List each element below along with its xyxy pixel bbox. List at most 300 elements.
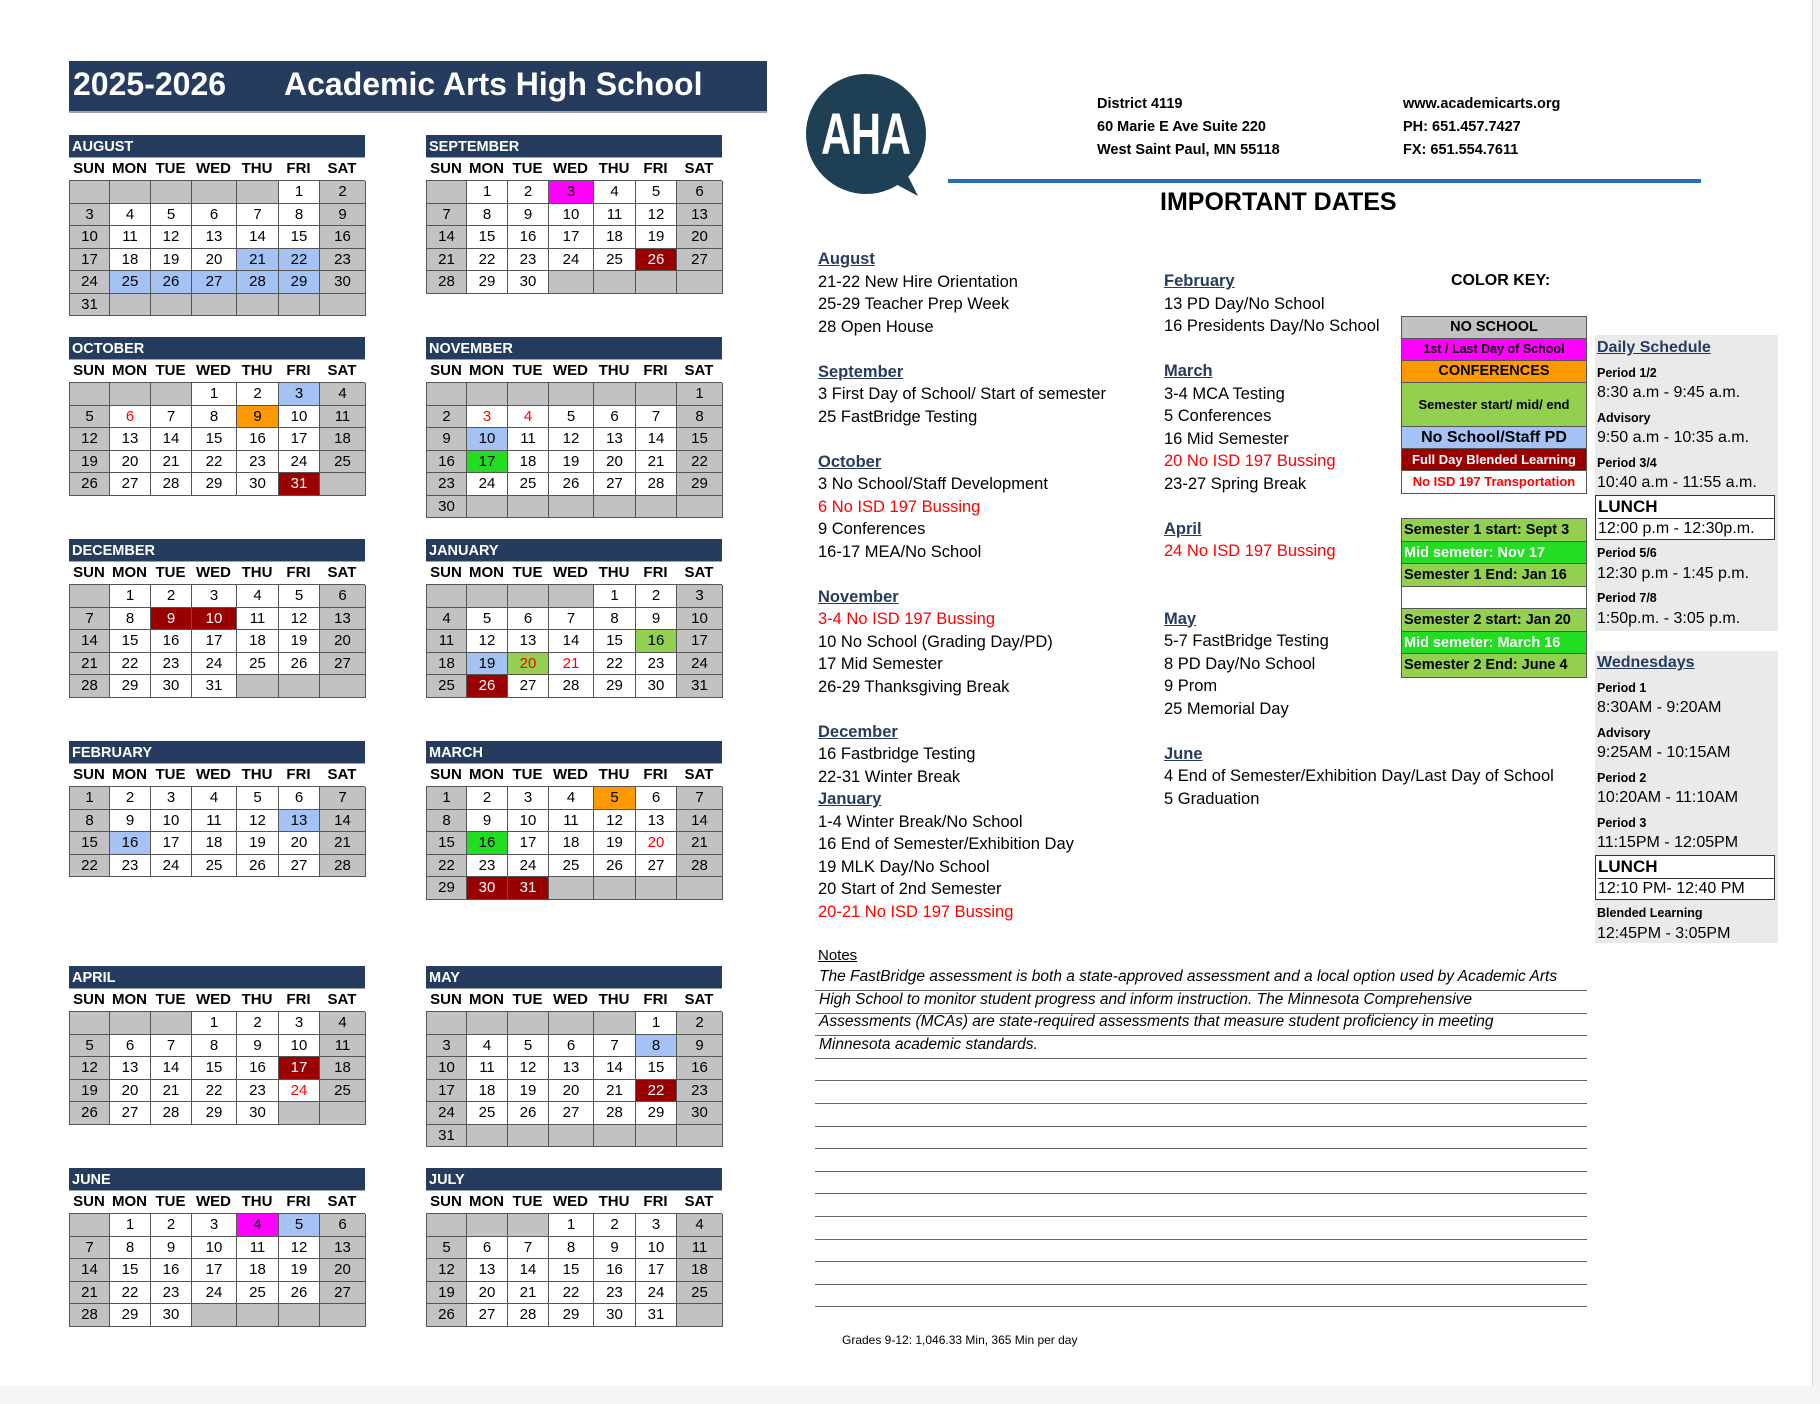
day-cell[interactable]: 6: [508, 608, 549, 631]
day-cell[interactable]: 23: [594, 1282, 636, 1305]
day-cell[interactable]: 23: [237, 451, 279, 474]
day-cell[interactable]: 9: [237, 406, 279, 429]
day-cell[interactable]: 31: [192, 675, 237, 698]
day-cell[interactable]: 29: [594, 675, 636, 698]
day-cell[interactable]: 26: [151, 271, 192, 294]
day-cell[interactable]: 16: [677, 1057, 723, 1080]
day-cell[interactable]: 21: [636, 451, 677, 474]
day-cell[interactable]: 27: [110, 1102, 151, 1125]
day-cell[interactable]: 30: [594, 1304, 636, 1327]
day-cell[interactable]: 26: [427, 1304, 467, 1327]
day-cell[interactable]: 14: [70, 630, 110, 653]
day-cell[interactable]: 28: [70, 675, 110, 698]
day-cell[interactable]: 14: [427, 226, 467, 249]
day-cell[interactable]: 17: [427, 1080, 467, 1103]
day-cell[interactable]: 28: [320, 855, 366, 878]
day-cell[interactable]: 17: [192, 630, 237, 653]
day-cell[interactable]: 26: [70, 1102, 110, 1125]
day-cell[interactable]: 11: [110, 226, 151, 249]
day-cell[interactable]: 11: [192, 810, 237, 833]
day-cell[interactable]: 19: [279, 1259, 320, 1282]
day-cell[interactable]: 19: [70, 1080, 110, 1103]
day-cell[interactable]: 5: [151, 204, 192, 227]
day-cell[interactable]: 13: [508, 630, 549, 653]
day-cell[interactable]: 5: [427, 1237, 467, 1260]
day-cell[interactable]: 11: [677, 1237, 723, 1260]
day-cell[interactable]: 4: [549, 787, 594, 810]
day-cell[interactable]: 6: [549, 1035, 594, 1058]
day-cell[interactable]: 28: [594, 1102, 636, 1125]
day-cell[interactable]: 12: [151, 226, 192, 249]
day-cell[interactable]: 17: [279, 1057, 320, 1080]
day-cell[interactable]: 3: [636, 1214, 677, 1237]
day-cell[interactable]: 16: [151, 630, 192, 653]
day-cell[interactable]: 5: [279, 1214, 320, 1237]
day-cell[interactable]: 29: [279, 271, 320, 294]
day-cell[interactable]: 3: [279, 383, 320, 406]
day-cell[interactable]: 18: [467, 1080, 508, 1103]
day-cell[interactable]: 2: [151, 585, 192, 608]
day-cell[interactable]: 29: [467, 271, 508, 294]
day-cell[interactable]: 5: [467, 608, 508, 631]
day-cell[interactable]: 24: [677, 653, 723, 676]
day-cell[interactable]: 14: [151, 428, 192, 451]
day-cell[interactable]: 24: [508, 855, 549, 878]
day-cell[interactable]: 16: [467, 832, 508, 855]
day-cell[interactable]: 24: [427, 1102, 467, 1125]
day-cell[interactable]: 23: [237, 1080, 279, 1103]
day-cell[interactable]: 9: [636, 608, 677, 631]
day-cell[interactable]: 10: [467, 428, 508, 451]
day-cell[interactable]: 5: [70, 1035, 110, 1058]
day-cell[interactable]: 8: [110, 1237, 151, 1260]
day-cell[interactable]: 16: [237, 1057, 279, 1080]
day-cell[interactable]: 12: [279, 608, 320, 631]
day-cell[interactable]: 1: [549, 1214, 594, 1237]
day-cell[interactable]: 25: [320, 451, 366, 474]
day-cell[interactable]: 29: [677, 473, 723, 496]
day-cell[interactable]: 12: [427, 1259, 467, 1282]
day-cell[interactable]: 27: [508, 675, 549, 698]
day-cell[interactable]: 15: [279, 226, 320, 249]
day-cell[interactable]: 10: [70, 226, 110, 249]
day-cell[interactable]: 16: [237, 428, 279, 451]
day-cell[interactable]: 17: [192, 1259, 237, 1282]
day-cell[interactable]: 20: [192, 249, 237, 272]
day-cell[interactable]: 1: [279, 181, 320, 204]
day-cell[interactable]: 8: [549, 1237, 594, 1260]
day-cell[interactable]: 8: [427, 810, 467, 833]
day-cell[interactable]: 15: [192, 1057, 237, 1080]
day-cell[interactable]: 18: [237, 1259, 279, 1282]
day-cell[interactable]: 12: [594, 810, 636, 833]
day-cell[interactable]: 23: [677, 1080, 723, 1103]
day-cell[interactable]: 28: [636, 473, 677, 496]
day-cell[interactable]: 2: [320, 181, 366, 204]
day-cell[interactable]: 12: [508, 1057, 549, 1080]
day-cell[interactable]: 2: [151, 1214, 192, 1237]
day-cell[interactable]: 30: [237, 1102, 279, 1125]
day-cell[interactable]: 22: [192, 451, 237, 474]
day-cell[interactable]: 1: [110, 1214, 151, 1237]
day-cell[interactable]: 6: [192, 204, 237, 227]
day-cell[interactable]: 9: [508, 204, 549, 227]
day-cell[interactable]: 9: [320, 204, 366, 227]
day-cell[interactable]: 4: [594, 181, 636, 204]
day-cell[interactable]: 30: [151, 1304, 192, 1327]
day-cell[interactable]: 10: [279, 1035, 320, 1058]
day-cell[interactable]: 27: [110, 473, 151, 496]
day-cell[interactable]: 10: [636, 1237, 677, 1260]
day-cell[interactable]: 27: [636, 855, 677, 878]
day-cell[interactable]: 22: [279, 249, 320, 272]
day-cell[interactable]: 30: [467, 877, 508, 900]
day-cell[interactable]: 12: [70, 1057, 110, 1080]
day-cell[interactable]: 2: [110, 787, 151, 810]
day-cell[interactable]: 25: [110, 271, 151, 294]
day-cell[interactable]: 21: [237, 249, 279, 272]
day-cell[interactable]: 13: [636, 810, 677, 833]
day-cell[interactable]: 20: [110, 451, 151, 474]
day-cell[interactable]: 20: [279, 832, 320, 855]
day-cell[interactable]: 22: [677, 451, 723, 474]
day-cell[interactable]: 23: [320, 249, 366, 272]
day-cell[interactable]: 4: [192, 787, 237, 810]
day-cell[interactable]: 25: [192, 855, 237, 878]
day-cell[interactable]: 11: [467, 1057, 508, 1080]
day-cell[interactable]: 25: [677, 1282, 723, 1305]
day-cell[interactable]: 2: [508, 181, 549, 204]
day-cell[interactable]: 27: [594, 473, 636, 496]
day-cell[interactable]: 27: [467, 1304, 508, 1327]
day-cell[interactable]: 2: [594, 1214, 636, 1237]
day-cell[interactable]: 5: [279, 585, 320, 608]
day-cell[interactable]: 1: [192, 383, 237, 406]
day-cell[interactable]: 10: [677, 608, 723, 631]
day-cell[interactable]: 16: [151, 1259, 192, 1282]
day-cell[interactable]: 7: [151, 406, 192, 429]
day-cell[interactable]: 15: [549, 1259, 594, 1282]
day-cell[interactable]: 15: [427, 832, 467, 855]
day-cell[interactable]: 30: [636, 675, 677, 698]
day-cell[interactable]: 16: [110, 832, 151, 855]
day-cell[interactable]: 15: [192, 428, 237, 451]
day-cell[interactable]: 19: [237, 832, 279, 855]
day-cell[interactable]: 14: [677, 810, 723, 833]
day-cell[interactable]: 1: [594, 585, 636, 608]
day-cell[interactable]: 13: [279, 810, 320, 833]
day-cell[interactable]: 15: [110, 1259, 151, 1282]
day-cell[interactable]: 31: [636, 1304, 677, 1327]
day-cell[interactable]: 8: [110, 608, 151, 631]
day-cell[interactable]: 4: [320, 1012, 366, 1035]
day-cell[interactable]: 24: [192, 1282, 237, 1305]
day-cell[interactable]: 24: [467, 473, 508, 496]
day-cell[interactable]: 19: [636, 226, 677, 249]
day-cell[interactable]: 23: [151, 1282, 192, 1305]
day-cell[interactable]: 5: [70, 406, 110, 429]
day-cell[interactable]: 13: [677, 204, 723, 227]
day-cell[interactable]: 20: [467, 1282, 508, 1305]
day-cell[interactable]: 14: [151, 1057, 192, 1080]
day-cell[interactable]: 26: [549, 473, 594, 496]
day-cell[interactable]: 13: [110, 1057, 151, 1080]
day-cell[interactable]: 23: [110, 855, 151, 878]
day-cell[interactable]: 2: [427, 406, 467, 429]
day-cell[interactable]: 4: [110, 204, 151, 227]
day-cell[interactable]: 11: [549, 810, 594, 833]
day-cell[interactable]: 1: [70, 787, 110, 810]
day-cell[interactable]: 21: [594, 1080, 636, 1103]
day-cell[interactable]: 9: [594, 1237, 636, 1260]
day-cell[interactable]: 24: [636, 1282, 677, 1305]
day-cell[interactable]: 30: [427, 496, 467, 519]
day-cell[interactable]: 8: [636, 1035, 677, 1058]
day-cell[interactable]: 7: [70, 1237, 110, 1260]
day-cell[interactable]: 30: [677, 1102, 723, 1125]
day-cell[interactable]: 6: [594, 406, 636, 429]
day-cell[interactable]: 6: [110, 1035, 151, 1058]
day-cell[interactable]: 24: [70, 271, 110, 294]
day-cell[interactable]: 7: [508, 1237, 549, 1260]
day-cell[interactable]: 7: [636, 406, 677, 429]
day-cell[interactable]: 11: [427, 630, 467, 653]
day-cell[interactable]: 31: [70, 294, 110, 317]
day-cell[interactable]: 13: [110, 428, 151, 451]
day-cell[interactable]: 18: [320, 428, 366, 451]
day-cell[interactable]: 4: [320, 383, 366, 406]
day-cell[interactable]: 25: [320, 1080, 366, 1103]
day-cell[interactable]: 28: [237, 271, 279, 294]
day-cell[interactable]: 27: [677, 249, 723, 272]
day-cell[interactable]: 14: [549, 630, 594, 653]
day-cell[interactable]: 10: [192, 608, 237, 631]
day-cell[interactable]: 3: [70, 204, 110, 227]
day-cell[interactable]: 16: [320, 226, 366, 249]
day-cell[interactable]: 3: [508, 787, 549, 810]
day-cell[interactable]: 30: [320, 271, 366, 294]
day-cell[interactable]: 11: [508, 428, 549, 451]
day-cell[interactable]: 3: [677, 585, 723, 608]
day-cell[interactable]: 18: [549, 832, 594, 855]
day-cell[interactable]: 31: [427, 1125, 467, 1148]
day-cell[interactable]: 17: [70, 249, 110, 272]
day-cell[interactable]: 15: [467, 226, 508, 249]
day-cell[interactable]: 21: [508, 1282, 549, 1305]
day-cell[interactable]: 22: [110, 653, 151, 676]
day-cell[interactable]: 22: [467, 249, 508, 272]
day-cell[interactable]: 20: [508, 653, 549, 676]
day-cell[interactable]: 9: [151, 1237, 192, 1260]
day-cell[interactable]: 28: [151, 1102, 192, 1125]
day-cell[interactable]: 13: [192, 226, 237, 249]
day-cell[interactable]: 29: [110, 675, 151, 698]
day-cell[interactable]: 26: [279, 1282, 320, 1305]
day-cell[interactable]: 1: [677, 383, 723, 406]
day-cell[interactable]: 25: [237, 653, 279, 676]
day-cell[interactable]: 28: [677, 855, 723, 878]
day-cell[interactable]: 7: [70, 608, 110, 631]
day-cell[interactable]: 26: [636, 249, 677, 272]
day-cell[interactable]: 22: [110, 1282, 151, 1305]
day-cell[interactable]: 8: [70, 810, 110, 833]
day-cell[interactable]: 25: [467, 1102, 508, 1125]
day-cell[interactable]: 3: [427, 1035, 467, 1058]
day-cell[interactable]: 4: [237, 585, 279, 608]
day-cell[interactable]: 5: [549, 406, 594, 429]
day-cell[interactable]: 6: [636, 787, 677, 810]
day-cell[interactable]: 6: [320, 1214, 366, 1237]
day-cell[interactable]: 9: [110, 810, 151, 833]
day-cell[interactable]: 16: [427, 451, 467, 474]
day-cell[interactable]: 16: [508, 226, 549, 249]
day-cell[interactable]: 7: [151, 1035, 192, 1058]
day-cell[interactable]: 17: [508, 832, 549, 855]
day-cell[interactable]: 12: [70, 428, 110, 451]
day-cell[interactable]: 16: [594, 1259, 636, 1282]
day-cell[interactable]: 7: [320, 787, 366, 810]
day-cell[interactable]: 20: [549, 1080, 594, 1103]
day-cell[interactable]: 18: [594, 226, 636, 249]
day-cell[interactable]: 10: [549, 204, 594, 227]
day-cell[interactable]: 4: [467, 1035, 508, 1058]
day-cell[interactable]: 7: [237, 204, 279, 227]
day-cell[interactable]: 21: [151, 1080, 192, 1103]
day-cell[interactable]: 21: [70, 1282, 110, 1305]
day-cell[interactable]: 13: [320, 1237, 366, 1260]
day-cell[interactable]: 18: [427, 653, 467, 676]
day-cell[interactable]: 17: [467, 451, 508, 474]
day-cell[interactable]: 4: [427, 608, 467, 631]
day-cell[interactable]: 29: [110, 1304, 151, 1327]
day-cell[interactable]: 21: [151, 451, 192, 474]
day-cell[interactable]: 2: [237, 383, 279, 406]
day-cell[interactable]: 23: [508, 249, 549, 272]
day-cell[interactable]: 17: [549, 226, 594, 249]
day-cell[interactable]: 5: [594, 787, 636, 810]
day-cell[interactable]: 25: [549, 855, 594, 878]
day-cell[interactable]: 5: [237, 787, 279, 810]
day-cell[interactable]: 9: [677, 1035, 723, 1058]
day-cell[interactable]: 1: [192, 1012, 237, 1035]
day-cell[interactable]: 20: [677, 226, 723, 249]
day-cell[interactable]: 10: [427, 1057, 467, 1080]
day-cell[interactable]: 10: [192, 1237, 237, 1260]
day-cell[interactable]: 26: [237, 855, 279, 878]
day-cell[interactable]: 28: [549, 675, 594, 698]
day-cell[interactable]: 22: [192, 1080, 237, 1103]
day-cell[interactable]: 7: [549, 608, 594, 631]
day-cell[interactable]: 6: [110, 406, 151, 429]
day-cell[interactable]: 17: [151, 832, 192, 855]
day-cell[interactable]: 23: [151, 653, 192, 676]
day-cell[interactable]: 27: [192, 271, 237, 294]
day-cell[interactable]: 15: [110, 630, 151, 653]
day-cell[interactable]: 17: [279, 428, 320, 451]
day-cell[interactable]: 11: [237, 608, 279, 631]
day-cell[interactable]: 11: [320, 1035, 366, 1058]
day-cell[interactable]: 27: [320, 653, 366, 676]
day-cell[interactable]: 8: [467, 204, 508, 227]
day-cell[interactable]: 12: [549, 428, 594, 451]
day-cell[interactable]: 2: [636, 585, 677, 608]
day-cell[interactable]: 25: [237, 1282, 279, 1305]
day-cell[interactable]: 18: [110, 249, 151, 272]
day-cell[interactable]: 12: [636, 204, 677, 227]
day-cell[interactable]: 1: [110, 585, 151, 608]
day-cell[interactable]: 8: [192, 1035, 237, 1058]
day-cell[interactable]: 4: [677, 1214, 723, 1237]
day-cell[interactable]: 25: [594, 249, 636, 272]
day-cell[interactable]: 26: [279, 653, 320, 676]
day-cell[interactable]: 3: [279, 1012, 320, 1035]
day-cell[interactable]: 1: [636, 1012, 677, 1035]
day-cell[interactable]: 19: [70, 451, 110, 474]
day-cell[interactable]: 3: [467, 406, 508, 429]
day-cell[interactable]: 11: [320, 406, 366, 429]
day-cell[interactable]: 6: [320, 585, 366, 608]
day-cell[interactable]: 1: [467, 181, 508, 204]
day-cell[interactable]: 21: [427, 249, 467, 272]
day-cell[interactable]: 23: [427, 473, 467, 496]
day-cell[interactable]: 4: [508, 406, 549, 429]
day-cell[interactable]: 3: [151, 787, 192, 810]
day-cell[interactable]: 24: [192, 653, 237, 676]
day-cell[interactable]: 28: [508, 1304, 549, 1327]
day-cell[interactable]: 14: [70, 1259, 110, 1282]
day-cell[interactable]: 9: [151, 608, 192, 631]
day-cell[interactable]: 23: [636, 653, 677, 676]
day-cell[interactable]: 29: [192, 1102, 237, 1125]
day-cell[interactable]: 14: [636, 428, 677, 451]
day-cell[interactable]: 26: [467, 675, 508, 698]
day-cell[interactable]: 15: [636, 1057, 677, 1080]
day-cell[interactable]: 13: [594, 428, 636, 451]
day-cell[interactable]: 30: [508, 271, 549, 294]
day-cell[interactable]: 6: [467, 1237, 508, 1260]
day-cell[interactable]: 19: [594, 832, 636, 855]
day-cell[interactable]: 18: [237, 630, 279, 653]
day-cell[interactable]: 31: [279, 473, 320, 496]
day-cell[interactable]: 7: [594, 1035, 636, 1058]
day-cell[interactable]: 14: [320, 810, 366, 833]
day-cell[interactable]: 26: [508, 1102, 549, 1125]
day-cell[interactable]: 15: [594, 630, 636, 653]
day-cell[interactable]: 25: [508, 473, 549, 496]
day-cell[interactable]: 21: [320, 832, 366, 855]
day-cell[interactable]: 5: [636, 181, 677, 204]
day-cell[interactable]: 20: [594, 451, 636, 474]
day-cell[interactable]: 19: [427, 1282, 467, 1305]
day-cell[interactable]: 19: [279, 630, 320, 653]
website-link[interactable]: www.academicarts.org: [1403, 96, 1561, 112]
day-cell[interactable]: 31: [508, 877, 549, 900]
day-cell[interactable]: 29: [427, 877, 467, 900]
day-cell[interactable]: 3: [192, 585, 237, 608]
day-cell[interactable]: 2: [677, 1012, 723, 1035]
day-cell[interactable]: 22: [549, 1282, 594, 1305]
day-cell[interactable]: 13: [549, 1057, 594, 1080]
day-cell[interactable]: 7: [427, 204, 467, 227]
day-cell[interactable]: 1: [427, 787, 467, 810]
day-cell[interactable]: 19: [151, 249, 192, 272]
day-cell[interactable]: 8: [279, 204, 320, 227]
day-cell[interactable]: 21: [677, 832, 723, 855]
day-cell[interactable]: 30: [237, 473, 279, 496]
day-cell[interactable]: 24: [279, 1080, 320, 1103]
day-cell[interactable]: 20: [110, 1080, 151, 1103]
day-cell[interactable]: 20: [320, 1259, 366, 1282]
